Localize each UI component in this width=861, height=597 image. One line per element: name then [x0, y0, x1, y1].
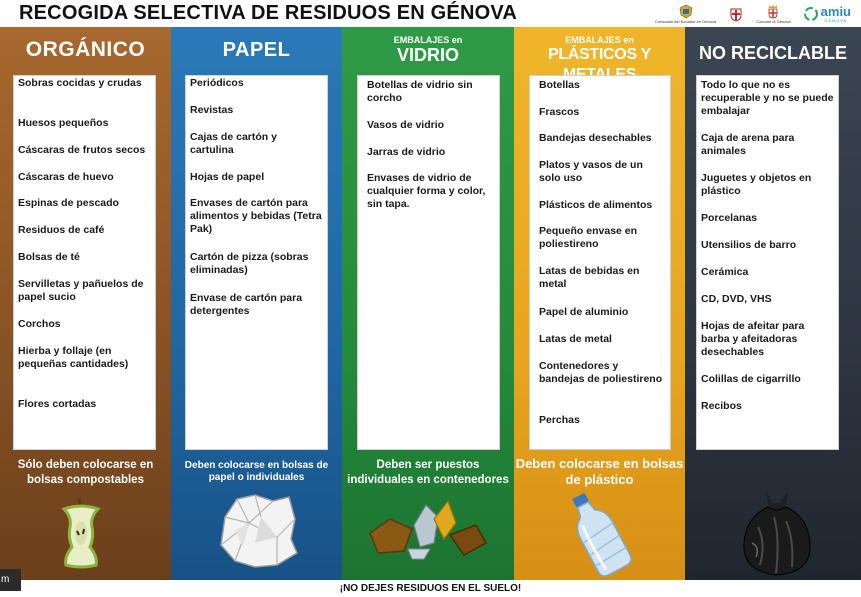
list-item: Bandejas desechables: [539, 132, 652, 144]
list-item: Latas de bebidas en metal: [539, 265, 640, 290]
crumpled-paper-icon: [215, 487, 301, 571]
page-title: RECOGIDA SELECTIVA DE RESIDUOS EN GÉNOVA: [19, 2, 518, 24]
logo-label: Consolato del Ecuador en Génova: [655, 19, 717, 24]
list-item: Servilletas y pañuelos de papel sucio: [18, 278, 144, 303]
item-list-box: [13, 75, 156, 450]
crown-shield-icon: [765, 4, 781, 19]
column-title: ORGÁNICO: [25, 38, 146, 61]
list-item: Cerámica: [701, 266, 749, 278]
list-item: Recibos: [701, 400, 742, 412]
disposal-note: Sólo deben colocarse en bolsas compostables: [17, 459, 154, 486]
list-item: CD, DVD, VHS: [701, 293, 772, 305]
logo-strip: [655, 2, 851, 26]
header: [0, 0, 861, 27]
disposal-note: Deben colocarse en bolsas de papel o individuales: [184, 460, 329, 483]
disposal-note: Deben ser puestos individuales en contenedores: [347, 459, 509, 486]
list-item: Vasos de vidrio: [367, 119, 445, 131]
item-list-box: [696, 75, 839, 450]
column-header: [514, 33, 685, 71]
comune-genova-logo: [756, 4, 790, 24]
list-item: Botellas: [539, 79, 580, 91]
footer-banner: ¡NO DEJES RESIDUOS EN EL SUELO!: [0, 580, 861, 591]
list-item: Latas de metal: [539, 333, 612, 345]
list-item: Colillas de cigarrillo: [701, 373, 801, 385]
list-item: Juguetes y objetos en plástico: [701, 172, 812, 197]
shield-icon: [728, 7, 744, 22]
list-item: Plásticos de alimentos: [539, 199, 653, 211]
list-item: Corchos: [18, 318, 61, 330]
list-item: Flores cortadas: [18, 398, 97, 410]
disposal-note: Deben colocarse en bolsas de plástico: [515, 456, 684, 487]
list-item: Jarras de vidrio: [367, 146, 446, 158]
column-organico: [0, 27, 171, 580]
list-item: Cáscaras de huevo: [18, 171, 114, 183]
item-list-box: [357, 75, 500, 450]
column-title: VIDRIO: [396, 45, 459, 65]
plastic-bottle-icon: [558, 489, 638, 577]
list-item: Cáscaras de frutos secos: [18, 144, 146, 156]
column-title: PLÁSTICOS Y: [547, 46, 652, 63]
column-subtitle: EMBALAJES en: [565, 35, 634, 45]
logo-label: Comune di Genova: [756, 19, 791, 24]
column-subtitle: EMBALAJES en: [393, 35, 463, 45]
list-item: Porcelanas: [701, 212, 758, 224]
list-item: Hojas de afeitar para barba y afeitadoras desechables: [701, 320, 805, 358]
list-item: Hierba y follaje (en pequeñas cantidades): [18, 345, 129, 370]
trash-bag-icon: [736, 487, 818, 577]
amiu-wordmark: amiu: [820, 3, 851, 19]
list-item: Espinas de pescado: [18, 197, 119, 209]
genoa-coat-logo: [728, 7, 744, 22]
item-list-box: [529, 75, 671, 450]
column-no-reciclable: [685, 27, 861, 580]
list-item: Utensilios de barro: [701, 239, 797, 251]
list-item: Bolsas de té: [18, 251, 80, 263]
list-item: Revistas: [190, 104, 234, 116]
list-item: Huesos pequeños: [18, 117, 109, 129]
list-item: Periódicos: [190, 77, 244, 89]
item-list-box: [185, 75, 328, 450]
list-item: Platos y vasos de un solo uso: [539, 159, 643, 184]
list-item: Sobras cocidas y crudas: [18, 77, 142, 89]
list-item: Papel de aluminio: [539, 306, 629, 318]
column-title: PAPEL: [222, 39, 291, 61]
list-item: Frascos: [539, 106, 580, 118]
column-title: NO RECICLABLE: [699, 43, 847, 63]
amiu-subtitle: GENOVA: [824, 17, 848, 23]
column-papel: [171, 27, 342, 580]
list-item: Cartón de pizza (sobras eliminadas): [190, 251, 309, 276]
column-vidrio: [342, 27, 514, 580]
column-header: [0, 33, 171, 71]
list-item: Envase de cartón para detergentes: [190, 292, 303, 317]
column-plasticos-metales: [514, 27, 685, 580]
list-item: Botellas de vidrio sin corcho: [367, 79, 473, 104]
broken-glass-icon: [364, 499, 494, 561]
column-header: [342, 33, 514, 71]
list-item: Todo lo que no es recuperable y no se puede embalajar: [701, 79, 834, 117]
corner-tag: m: [0, 569, 21, 591]
list-item: Envases de cartón para alimentos y bebidas (Tetra Pak): [190, 197, 322, 235]
ecuador-consulate-logo: [655, 4, 716, 24]
list-item: Envases de vidrio de cualquier forma y color, sin tapa.: [367, 172, 486, 210]
list-item: Pequeño envase en poliestireno: [539, 225, 638, 250]
list-item: Perchas: [539, 414, 580, 426]
column-header: [171, 33, 342, 71]
recycle-arrows-icon: [803, 6, 819, 22]
amiu-logo: [803, 3, 851, 23]
column-header: [685, 33, 861, 71]
list-item: Cajas de cartón y cartulina: [190, 131, 277, 156]
apple-core-icon: [46, 497, 116, 569]
coat-of-arms-icon: [678, 4, 694, 19]
list-item: Caja de arena para animales: [701, 132, 795, 157]
list-item: Residuos de café: [18, 224, 105, 236]
list-item: Contenedores y bandejas de poliestireno: [539, 360, 663, 385]
list-item: Hojas de papel: [190, 171, 265, 183]
